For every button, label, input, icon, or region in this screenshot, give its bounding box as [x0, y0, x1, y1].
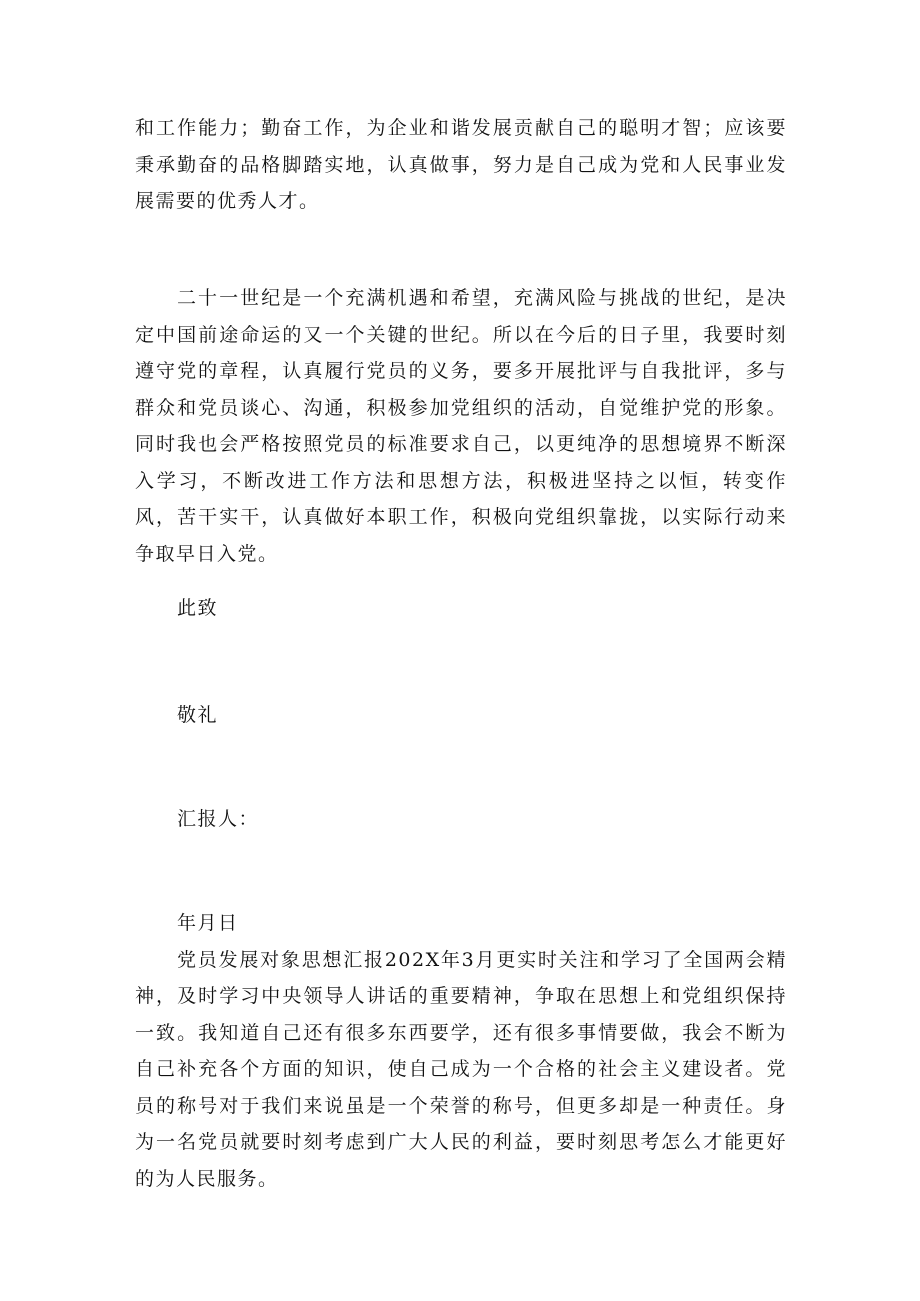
century-paragraph: 二十一世纪是一个充满机遇和希望，充满风险与挑战的世纪，是决定中国前途命运的又一个关键的世纪。所以在今后的日子里，我要时刻遵守党的章程，认真履行党员的义务，要多开展批评与自我批评，多与群众和党员谈心、沟通，积极参加党组织的活动，自觉维护党的形象。同时我也会严格按照党员的标准要求自己，以更纯净的思想境界不断深入学习，不断改进工作方法和思想方法，积极进坚持之以恒，转变作风，苦干实干，认真做好本职工作，积极向党组织靠拢，以实际行动来争取早日入党。: [135, 287, 787, 565]
reporter-label: 汇报人：: [177, 808, 260, 830]
next-report-paragraph: 党员发展对象思想汇报202X年3月更实时关注和学习了全国两会精神，及时学习中央领导人讲话的重要精神，争取在思想上和党组织保持一致。我知道自己还有很多东西要学，还有很多事情要做，我会不断为自己补充各个方面的知识，使自己成为一个合格的社会主义建设者。党员的称号对于我们来说虽是一个荣誉的称号，但更多却是一种责任。身为一名党员就要时刻考虑到广大人民的利益，要时刻思考怎么才能更好的为人民服务。: [135, 948, 787, 1190]
continuation-paragraph: 和工作能力；勤奋工作，为企业和谐发展贡献自己的聪明才智；应该要秉承勤奋的品格脚踏实地，认真做事，努力是自己成为党和人民事业发展需要的优秀人才。: [135, 117, 787, 212]
closing-regards: 敬礼: [177, 704, 219, 726]
closing-salutation: 此致: [177, 597, 219, 619]
date-label: 年月日: [177, 912, 239, 934]
date-and-next-report: [135, 905, 787, 1197]
